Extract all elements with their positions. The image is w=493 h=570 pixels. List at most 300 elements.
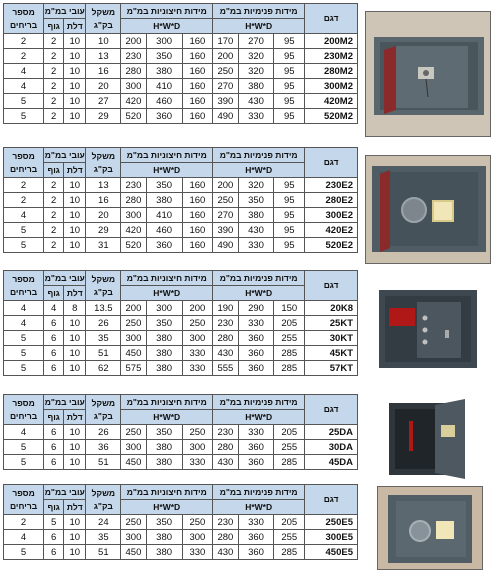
table-row [4, 545, 358, 560]
internal-w-cell: 360 [238, 545, 274, 560]
body-thickness-cell: 2 [44, 49, 64, 64]
body-thickness-cell: 6 [44, 331, 64, 346]
internal-h-cell: 490 [213, 109, 238, 124]
bolts-cell: 4 [4, 530, 44, 545]
internal-dims-header: מידות פנימיות במ"מ [213, 485, 305, 500]
model-cell: 420M2 [305, 94, 358, 109]
door-thickness-cell: 10 [64, 223, 86, 238]
internal-d-cell: 255 [274, 530, 305, 545]
external-dims-header: מידות חיצוניות במ"מ [121, 148, 213, 163]
external-w-cell: 350 [146, 49, 182, 64]
external-h-cell: 200 [121, 301, 146, 316]
weight-cell: 16 [86, 193, 121, 208]
external-h-cell: 450 [121, 545, 146, 560]
bolts-header: מספר בריחים [4, 395, 44, 425]
table-row [4, 515, 358, 530]
external-h-cell: 200 [121, 34, 146, 49]
external-w-cell: 360 [146, 238, 182, 253]
external-d-cell: 160 [182, 64, 213, 79]
external-d-cell: 160 [182, 109, 213, 124]
bolts-cell: 4 [4, 64, 44, 79]
weight-header: משקל בק"ג [86, 485, 121, 515]
bolts-cell: 4 [4, 425, 44, 440]
safe-group-m2 [3, 3, 490, 145]
internal-w-cell: 430 [238, 223, 274, 238]
model-header: דגם [305, 395, 358, 425]
internal-w-cell: 360 [238, 361, 274, 376]
weight-header: משקל בק"ג [86, 4, 121, 34]
model-cell: 230M2 [305, 49, 358, 64]
internal-h-cell: 250 [213, 64, 238, 79]
internal-w-cell: 320 [238, 64, 274, 79]
weight-cell: 27 [86, 94, 121, 109]
external-h-cell: 230 [121, 49, 146, 64]
internal-h-cell: 230 [213, 515, 238, 530]
bolts-header: מספר בריחים [4, 4, 44, 34]
internal-h-cell: 430 [213, 455, 238, 470]
internal-h-cell: 230 [213, 316, 238, 331]
door-header: דלת [64, 286, 86, 301]
bolts-cell: 4 [4, 316, 44, 331]
internal-d-cell: 150 [274, 301, 305, 316]
door-thickness-cell: 10 [64, 331, 86, 346]
external-h-cell: 520 [121, 109, 146, 124]
external-d-cell: 250 [182, 515, 213, 530]
internal-d-cell: 95 [274, 208, 305, 223]
internal-w-cell: 320 [238, 178, 274, 193]
internal-d-cell: 95 [274, 34, 305, 49]
external-h-cell: 250 [121, 425, 146, 440]
external-w-cell: 380 [146, 440, 182, 455]
door-thickness-cell: 10 [64, 109, 86, 124]
model-cell: 25DA [305, 425, 358, 440]
internal-w-cell: 380 [238, 79, 274, 94]
spec-table [3, 484, 358, 560]
external-dims-header: מידות חיצוניות במ"מ [121, 271, 213, 286]
external-w-cell: 460 [146, 223, 182, 238]
header-row [4, 485, 358, 500]
external-d-cell: 200 [182, 301, 213, 316]
external-d-cell: 160 [182, 238, 213, 253]
door-thickness-cell: 10 [64, 361, 86, 376]
external-w-cell: 380 [146, 530, 182, 545]
model-cell: 30KT [305, 331, 358, 346]
internal-d-cell: 255 [274, 440, 305, 455]
table-row [4, 316, 358, 331]
external-w-cell: 380 [146, 361, 182, 376]
external-w-cell: 380 [146, 346, 182, 361]
model-cell: 300E5 [305, 530, 358, 545]
internal-w-cell: 330 [238, 109, 274, 124]
internal-h-cell: 280 [213, 530, 238, 545]
internal-dims-header: מידות פנימיות במ"מ [213, 395, 305, 410]
table-row [4, 178, 358, 193]
model-header: דגם [305, 4, 358, 34]
weight-cell: 35 [86, 331, 121, 346]
body-thickness-cell: 2 [44, 178, 64, 193]
safe-group-e5 [3, 484, 490, 570]
bolts-header: מספר בריחים [4, 485, 44, 515]
bolts-cell: 4 [4, 301, 44, 316]
external-d-cell: 300 [182, 530, 213, 545]
external-d-cell: 160 [182, 49, 213, 64]
weight-cell: 13 [86, 49, 121, 64]
table-row [4, 34, 358, 49]
bolts-cell: 5 [4, 223, 44, 238]
external-d-cell: 330 [182, 545, 213, 560]
external-w-cell: 350 [146, 178, 182, 193]
internal-w-cell: 430 [238, 94, 274, 109]
thickness-header: עובי במ"מ [44, 148, 86, 163]
weight-cell: 29 [86, 223, 121, 238]
internal-h-cell: 170 [213, 34, 238, 49]
external-w-cell: 380 [146, 193, 182, 208]
door-thickness-cell: 10 [64, 208, 86, 223]
weight-cell: 36 [86, 440, 121, 455]
cabinet-safe-electronic-lock-photo [375, 397, 483, 482]
bolts-cell: 5 [4, 545, 44, 560]
model-cell: 250E5 [305, 515, 358, 530]
model-cell: 200M2 [305, 34, 358, 49]
body-thickness-cell: 5 [44, 515, 64, 530]
door-thickness-cell: 10 [64, 49, 86, 64]
body-thickness-cell: 4 [44, 301, 64, 316]
door-header: דלת [64, 19, 86, 34]
safe-electronic-lock-photo [377, 486, 483, 570]
external-h-cell: 450 [121, 346, 146, 361]
body-thickness-cell: 2 [44, 208, 64, 223]
external-d-cell: 160 [182, 94, 213, 109]
internal-h-cell: 390 [213, 223, 238, 238]
external-d-cell: 160 [182, 34, 213, 49]
internal-hwd-header: H*W*D [213, 410, 305, 425]
external-h-cell: 230 [121, 178, 146, 193]
internal-h-cell: 200 [213, 49, 238, 64]
external-d-cell: 250 [182, 316, 213, 331]
table-row [4, 361, 358, 376]
body-thickness-cell: 2 [44, 34, 64, 49]
external-h-cell: 420 [121, 223, 146, 238]
safe-group-e2 [3, 147, 490, 269]
table-row [4, 109, 358, 124]
body-thickness-cell: 6 [44, 346, 64, 361]
table-row [4, 238, 358, 253]
door-thickness-cell: 8 [64, 301, 86, 316]
internal-w-cell: 360 [238, 530, 274, 545]
wall-safe-electronic-lock-photo [365, 155, 491, 264]
external-w-cell: 410 [146, 79, 182, 94]
external-w-cell: 350 [146, 425, 182, 440]
internal-d-cell: 95 [274, 49, 305, 64]
table-row [4, 440, 358, 455]
external-w-cell: 460 [146, 94, 182, 109]
bolts-cell: 2 [4, 49, 44, 64]
external-h-cell: 300 [121, 530, 146, 545]
weight-cell: 24 [86, 515, 121, 530]
model-cell: 230E2 [305, 178, 358, 193]
body-thickness-cell: 2 [44, 64, 64, 79]
internal-w-cell: 360 [238, 331, 274, 346]
table-row [4, 223, 358, 238]
bolts-cell: 5 [4, 455, 44, 470]
external-h-cell: 300 [121, 79, 146, 94]
door-header: דלת [64, 410, 86, 425]
weight-cell: 26 [86, 425, 121, 440]
model-header: דגם [305, 148, 358, 178]
internal-h-cell: 390 [213, 94, 238, 109]
external-h-cell: 420 [121, 94, 146, 109]
model-cell: 280E2 [305, 193, 358, 208]
internal-d-cell: 95 [274, 223, 305, 238]
internal-d-cell: 205 [274, 515, 305, 530]
door-thickness-cell: 10 [64, 530, 86, 545]
weight-header: משקל בק"ג [86, 148, 121, 178]
internal-h-cell: 250 [213, 193, 238, 208]
body-header: גוף [44, 286, 64, 301]
door-thickness-cell: 10 [64, 545, 86, 560]
bolts-cell: 4 [4, 208, 44, 223]
bolts-header: מספר בריחים [4, 148, 44, 178]
external-d-cell: 250 [182, 425, 213, 440]
spec-table [3, 270, 358, 376]
model-cell: 300M2 [305, 79, 358, 94]
thickness-header: עובי במ"מ [44, 271, 86, 286]
model-cell: 300E2 [305, 208, 358, 223]
model-cell: 280M2 [305, 64, 358, 79]
weight-cell: 10 [86, 34, 121, 49]
external-d-cell: 330 [182, 455, 213, 470]
body-thickness-cell: 6 [44, 455, 64, 470]
internal-h-cell: 430 [213, 346, 238, 361]
body-thickness-cell: 2 [44, 109, 64, 124]
external-d-cell: 160 [182, 193, 213, 208]
weight-cell: 51 [86, 545, 121, 560]
bolts-cell: 5 [4, 440, 44, 455]
door-thickness-cell: 10 [64, 64, 86, 79]
internal-d-cell: 205 [274, 316, 305, 331]
internal-d-cell: 95 [274, 238, 305, 253]
model-cell: 25KT [305, 316, 358, 331]
external-w-cell: 410 [146, 208, 182, 223]
external-dims-header: מידות חיצוניות במ"מ [121, 4, 213, 19]
internal-h-cell: 490 [213, 238, 238, 253]
body-thickness-cell: 2 [44, 94, 64, 109]
internal-d-cell: 95 [274, 64, 305, 79]
spec-table [3, 394, 358, 470]
internal-h-cell: 555 [213, 361, 238, 376]
body-thickness-cell: 6 [44, 316, 64, 331]
body-thickness-cell: 2 [44, 238, 64, 253]
model-header: דגם [305, 271, 358, 301]
weight-header: משקל בק"ג [86, 395, 121, 425]
external-h-cell: 280 [121, 64, 146, 79]
bolts-cell: 5 [4, 94, 44, 109]
internal-w-cell: 360 [238, 455, 274, 470]
thickness-header: עובי במ"מ [44, 395, 86, 410]
body-thickness-cell: 2 [44, 79, 64, 94]
internal-hwd-header: H*W*D [213, 500, 305, 515]
external-hwd-header: H*W*D [121, 410, 213, 425]
bolts-cell: 5 [4, 346, 44, 361]
door-thickness-cell: 10 [64, 94, 86, 109]
table-row [4, 79, 358, 94]
internal-h-cell: 270 [213, 208, 238, 223]
internal-h-cell: 280 [213, 331, 238, 346]
internal-d-cell: 285 [274, 545, 305, 560]
door-thickness-cell: 10 [64, 238, 86, 253]
external-hwd-header: H*W*D [121, 163, 213, 178]
internal-h-cell: 190 [213, 301, 238, 316]
door-thickness-cell: 10 [64, 178, 86, 193]
bolts-cell: 2 [4, 178, 44, 193]
bolts-cell: 4 [4, 79, 44, 94]
internal-w-cell: 380 [238, 208, 274, 223]
weight-cell: 20 [86, 208, 121, 223]
external-h-cell: 300 [121, 440, 146, 455]
internal-d-cell: 285 [274, 346, 305, 361]
internal-d-cell: 95 [274, 178, 305, 193]
door-header: דלת [64, 500, 86, 515]
external-w-cell: 380 [146, 331, 182, 346]
external-hwd-header: H*W*D [121, 500, 213, 515]
weight-cell: 13.5 [86, 301, 121, 316]
internal-d-cell: 255 [274, 331, 305, 346]
internal-dims-header: מידות פנימיות במ"מ [213, 148, 305, 163]
table-row [4, 94, 358, 109]
thickness-header: עובי במ"מ [44, 4, 86, 19]
external-h-cell: 520 [121, 238, 146, 253]
internal-w-cell: 330 [238, 425, 274, 440]
external-h-cell: 300 [121, 208, 146, 223]
body-thickness-cell: 6 [44, 440, 64, 455]
model-cell: 20K8 [305, 301, 358, 316]
bolts-header: מספר בריחים [4, 271, 44, 301]
external-h-cell: 575 [121, 361, 146, 376]
table-row [4, 530, 358, 545]
model-cell: 520E2 [305, 238, 358, 253]
door-thickness-cell: 10 [64, 79, 86, 94]
external-w-cell: 360 [146, 109, 182, 124]
weight-cell: 62 [86, 361, 121, 376]
thickness-header: עובי במ"מ [44, 485, 86, 500]
model-cell: 30DA [305, 440, 358, 455]
external-d-cell: 160 [182, 208, 213, 223]
safe-group-kt [3, 270, 490, 392]
external-d-cell: 160 [182, 79, 213, 94]
external-w-cell: 380 [146, 64, 182, 79]
model-cell: 450E5 [305, 545, 358, 560]
external-dims-header: מידות חיצוניות במ"מ [121, 485, 213, 500]
bolts-cell: 2 [4, 193, 44, 208]
table-row [4, 346, 358, 361]
body-header: גוף [44, 19, 64, 34]
spec-table [3, 3, 358, 124]
body-header: גוף [44, 163, 64, 178]
internal-h-cell: 270 [213, 79, 238, 94]
external-d-cell: 300 [182, 331, 213, 346]
external-w-cell: 350 [146, 316, 182, 331]
internal-w-cell: 350 [238, 193, 274, 208]
door-thickness-cell: 10 [64, 34, 86, 49]
internal-d-cell: 95 [274, 109, 305, 124]
weight-cell: 16 [86, 64, 121, 79]
model-cell: 57KT [305, 361, 358, 376]
spec-table [3, 147, 358, 253]
weight-cell: 51 [86, 346, 121, 361]
door-thickness-cell: 10 [64, 346, 86, 361]
bolts-cell: 5 [4, 361, 44, 376]
bolts-cell: 5 [4, 238, 44, 253]
external-w-cell: 380 [146, 455, 182, 470]
internal-w-cell: 330 [238, 238, 274, 253]
body-header: גוף [44, 500, 64, 515]
body-thickness-cell: 2 [44, 193, 64, 208]
internal-h-cell: 430 [213, 545, 238, 560]
internal-h-cell: 230 [213, 425, 238, 440]
table-row [4, 455, 358, 470]
internal-w-cell: 330 [238, 316, 274, 331]
external-h-cell: 300 [121, 331, 146, 346]
external-h-cell: 250 [121, 316, 146, 331]
weight-cell: 13 [86, 178, 121, 193]
door-thickness-cell: 10 [64, 193, 86, 208]
external-d-cell: 330 [182, 361, 213, 376]
door-thickness-cell: 10 [64, 440, 86, 455]
external-h-cell: 450 [121, 455, 146, 470]
external-d-cell: 330 [182, 346, 213, 361]
internal-hwd-header: H*W*D [213, 286, 305, 301]
internal-d-cell: 285 [274, 455, 305, 470]
door-thickness-cell: 10 [64, 515, 86, 530]
door-header: דלת [64, 163, 86, 178]
external-w-cell: 380 [146, 545, 182, 560]
internal-dims-header: מידות פנימיות במ"מ [213, 271, 305, 286]
body-thickness-cell: 6 [44, 545, 64, 560]
internal-w-cell: 330 [238, 515, 274, 530]
internal-w-cell: 360 [238, 346, 274, 361]
weight-cell: 20 [86, 79, 121, 94]
weight-cell: 29 [86, 109, 121, 124]
external-w-cell: 300 [146, 34, 182, 49]
body-thickness-cell: 6 [44, 361, 64, 376]
table-row [4, 64, 358, 79]
external-d-cell: 300 [182, 440, 213, 455]
external-d-cell: 160 [182, 223, 213, 238]
internal-d-cell: 285 [274, 361, 305, 376]
weight-cell: 35 [86, 530, 121, 545]
body-thickness-cell: 2 [44, 223, 64, 238]
cabinet-safe-key-lock-photo [365, 278, 489, 385]
table-row [4, 425, 358, 440]
model-cell: 520M2 [305, 109, 358, 124]
header-row [4, 4, 358, 19]
bolts-cell: 2 [4, 34, 44, 49]
model-cell: 45KT [305, 346, 358, 361]
model-cell: 45DA [305, 455, 358, 470]
bolts-cell: 5 [4, 109, 44, 124]
header-row [4, 271, 358, 286]
weight-header: משקל בק"ג [86, 271, 121, 301]
table-row [4, 49, 358, 64]
table-row [4, 208, 358, 223]
body-thickness-cell: 6 [44, 425, 64, 440]
external-w-cell: 300 [146, 301, 182, 316]
bolts-cell: 2 [4, 515, 44, 530]
bolts-cell: 5 [4, 331, 44, 346]
door-thickness-cell: 10 [64, 455, 86, 470]
external-w-cell: 350 [146, 515, 182, 530]
external-hwd-header: H*W*D [121, 286, 213, 301]
